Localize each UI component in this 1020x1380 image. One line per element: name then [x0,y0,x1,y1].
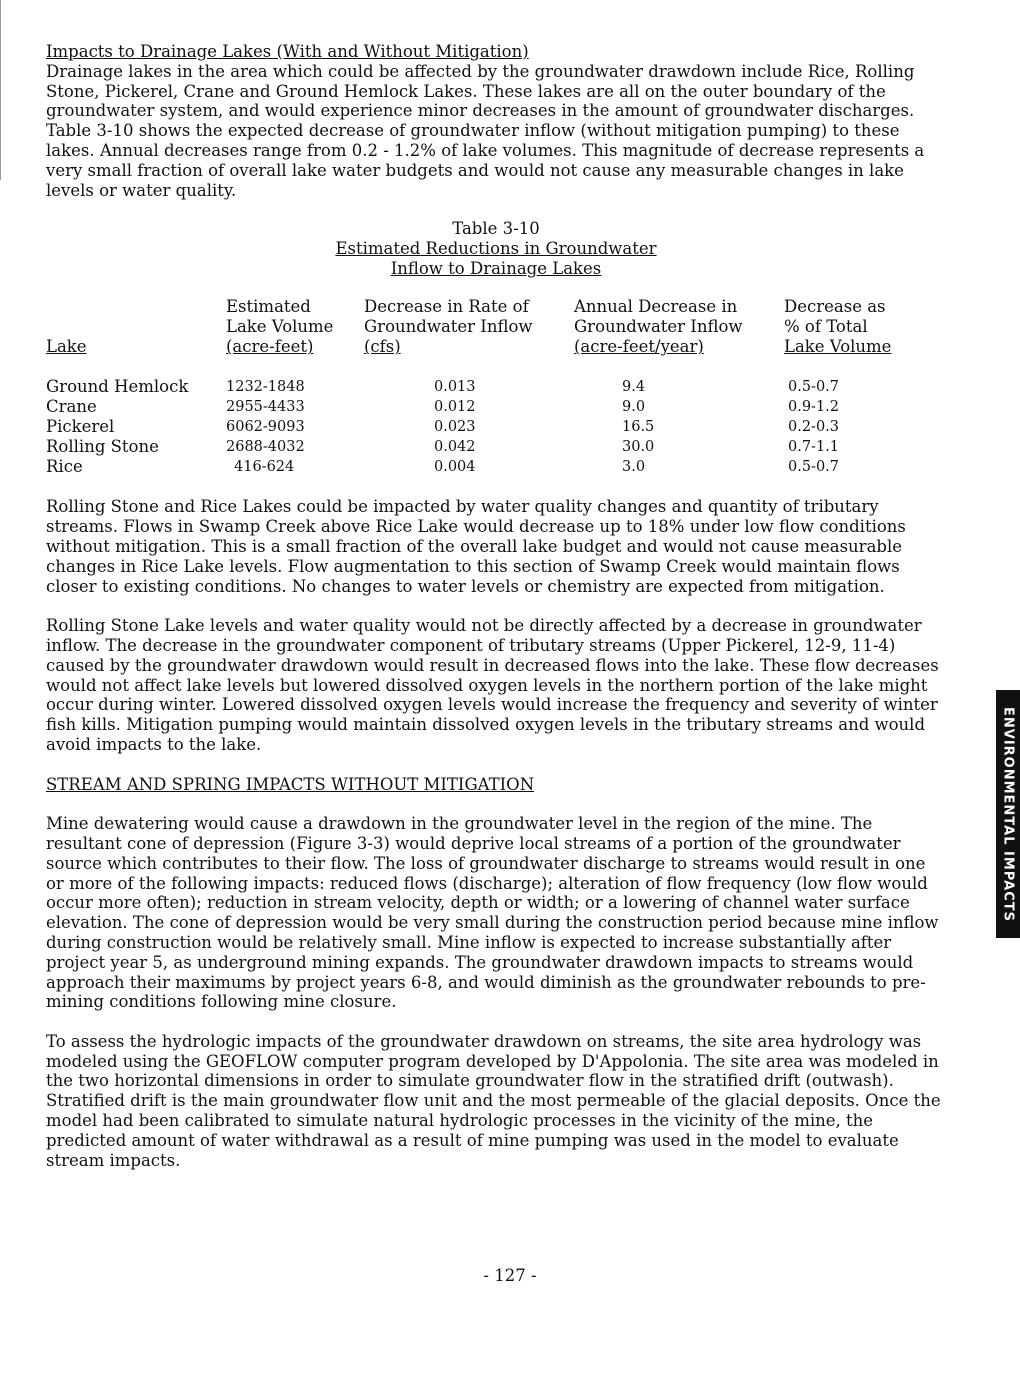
cell-lake: Crane [46,397,97,417]
table-row [46,437,906,457]
cell-volume: 416-624 [234,459,295,476]
page-edge-rule [0,0,1,180]
cell-volume: 1232-1848 [226,379,305,396]
cell-volume: 6062-9093 [226,419,305,436]
cell-annual: 16.5 [622,419,655,436]
paragraph-rolling-stone-rice: Rolling Stone and Rice Lakes could be impacted by water quality changes and quantity of tributary streams. Flows in Swamp Creek above Rice Lake would decrease up to 18% under low flow conditions without mitigation. This is a small fraction of the overall lake budget and would not cause measurable changes in Rice Lake levels. Flow augmentation to this section of Swamp Creek would maintain flows closer to existing conditions. No changes to water levels or chemistry are expected from mitigation. [46,497,906,596]
table-row [46,397,906,417]
cell-annual: 9.4 [622,379,646,396]
cell-percent: 0.7-1.1 [788,439,840,456]
table-header-row [46,297,906,357]
cell-rate: 0.012 [434,399,476,416]
table-row [46,457,906,477]
cell-lake: Rolling Stone [46,437,159,457]
cell-rate: 0.023 [434,419,476,436]
cell-percent: 0.5-0.7 [788,379,840,396]
table-title-line1: Estimated Reductions in Groundwater [335,239,657,259]
cell-lake: Ground Hemlock [46,377,189,397]
paragraph-hydrologic-model: To assess the hydrologic impacts of the groundwater drawdown on streams, the site area hydrology was modeled using the GEOFLOW computer program developed by D'Appolonia. The site area was modeled in the two horizontal dimensions in order to simulate groundwater flow in the stratified drift (outwash). Stratified drift is the main groundwater flow unit and the most permeable of the glacial deposits. Once the model had been calibrated to simulate natural hydrologic processes in the vicinity of the mine, the predicted amount of water withdrawal as a result of mine pumping was used in the model to evaluate stream impacts. [46,1031,941,1170]
paragraph-rolling-stone-levels: Rolling Stone Lake levels and water quality would not be directly affected by a decrease in groundwater inflow. The decrease in the groundwater component of tributary streams (Upper Pickerel, 12-9, 11-4) caused by the groundwater drawdown would result in decreased flows into the lake. These flow decreases would not affect lake levels but lowered dissolved oxygen levels in the northern portion of the lake might occur during winter. Lowered dissolved oxygen levels would increase the frequency and severity of winter fish kills. Mitigation pumping would maintain dissolved oxygen levels in the tributary streams and would avoid impacts to the lake. [46,616,939,754]
header-lake: Lake [46,337,87,357]
cell-percent: 0.2-0.3 [788,419,840,436]
cell-annual: 3.0 [622,459,646,476]
header-rate: Decrease in Rate of Groundwater Inflow (cfs) [364,297,533,357]
paragraph-drainage-lakes: Drainage lakes in the area which could be affected by the groundwater drawdown include Rice, Rolling Stone, Pickerel, Crane and Ground Hemlock Lakes. These lakes are all on the outer boundary of the groundwater system, and would experience minor decreases in the amount of groundwater discharges. Table 3-10 shows the expected decrease of groundwater inflow (without mitigation pumping) to these lakes. Annual decreases range from 0.2 - 1.2% of lake volumes. This magnitude of decrease represents a very small fraction of overall lake water budgets and would not cause any measurable changes in lake levels or water quality. [46,61,925,200]
header-percent: Decrease as % of Total Lake Volume [784,297,892,357]
table-caption [46,219,946,279]
page-number: - 127 - [483,1266,537,1285]
cell-rate: 0.042 [434,439,476,456]
cell-annual: 30.0 [622,439,655,456]
header-annual: Annual Decrease in Groundwater Inflow (acre-feet/year) [574,297,743,357]
table-row [46,417,906,437]
cell-annual: 9.0 [622,399,646,416]
table-number: Table 3-10 [452,219,540,239]
cell-lake: Rice [46,457,83,477]
cell-volume: 2955-4433 [226,399,305,416]
document-page [46,42,946,1170]
cell-percent: 0.9-1.2 [788,399,840,416]
cell-rate: 0.013 [434,379,476,396]
section-heading-drainage-lakes: Impacts to Drainage Lakes (With and Without Mitigation) [46,42,529,61]
cell-rate: 0.004 [434,459,476,476]
cell-volume: 2688-4032 [226,439,305,456]
cell-percent: 0.5-0.7 [788,459,840,476]
section-side-tab [996,690,1020,938]
header-volume: Estimated Lake Volume (acre-feet) [226,297,334,357]
paragraph-mine-dewatering: Mine dewatering would cause a drawdown in the groundwater level in the region of the mine. The resultant cone of depression (Figure 3-3) would deprive local streams of a portion of the groundwater source which contributes to their flow. The loss of groundwater discharge to streams would result in one or more of the following impacts: reduced flows (discharge); alteration of flow frequency (low flow would occur more often); reduction in stream velocity, depth or width; or a lowering of channel water surface elevation. The cone of depression would be very small during the construction period because mine inflow during construction would be relatively small. Mine inflow is expected to increase substantially after project year 5, as underground mining expands. The groundwater drawdown impacts to streams would approach their maximums by project years 6-8, and would diminish as the groundwater rebounds to pre-mining conditions following mine closure. [46,814,939,1012]
cell-lake: Pickerel [46,417,115,437]
table-row [46,357,906,397]
table-title-line2: Inflow to Drainage Lakes [390,259,602,279]
side-tab-label: ENVIRONMENTAL IMPACTS [1000,706,1016,922]
lake-reductions-table [46,297,906,477]
section-heading-stream-impacts: STREAM AND SPRING IMPACTS WITHOUT MITIGATION [46,774,535,794]
